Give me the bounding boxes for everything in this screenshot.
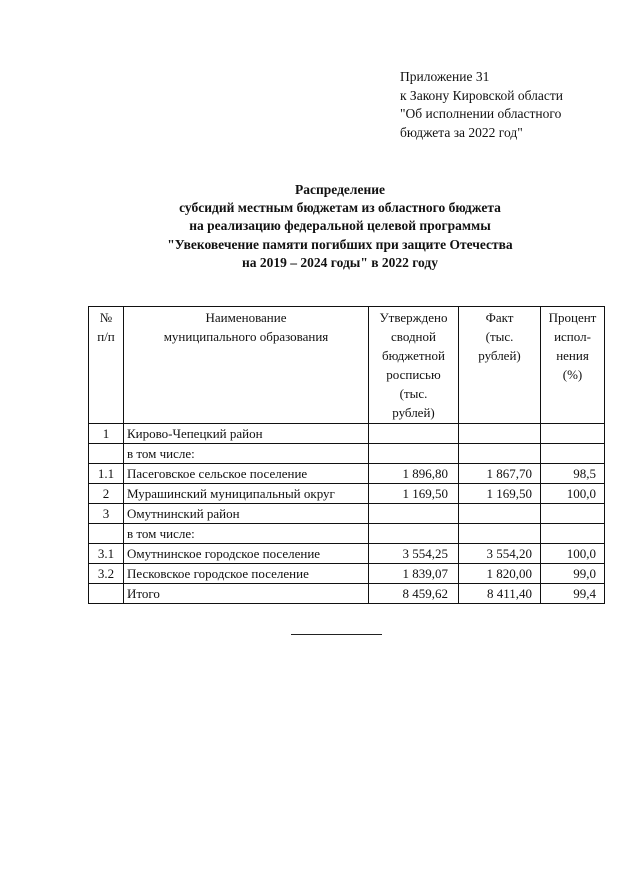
cell-percent	[541, 504, 605, 524]
cell-percent: 99,0	[541, 564, 605, 584]
table-header	[89, 307, 605, 424]
appendix-line: "Об исполнении областного	[400, 106, 562, 121]
cell-num: 2	[89, 484, 124, 504]
table-row	[89, 504, 605, 524]
cell-fact: 1 867,70	[459, 464, 541, 484]
header-name-line: муниципального образования	[163, 329, 329, 344]
header-approved-line: сводной	[391, 329, 436, 344]
header-approved-line: рублей)	[392, 405, 435, 420]
cell-approved	[369, 424, 459, 444]
cell-fact	[459, 524, 541, 544]
cell-fact: 1 820,00	[459, 564, 541, 584]
title-line: на 2019 – 2024 годы" в 2022 году	[242, 254, 438, 270]
table-row	[89, 524, 605, 544]
cell-num	[89, 444, 124, 464]
total-row	[89, 584, 605, 604]
cell-approved: 1 839,07	[369, 564, 459, 584]
cell-num: 3.2	[89, 564, 124, 584]
header-approved-line: росписью	[386, 367, 441, 382]
cell-fact	[459, 504, 541, 524]
header-fact	[459, 307, 541, 424]
subsidy-table	[88, 306, 605, 604]
cell-approved: 3 554,25	[369, 544, 459, 564]
header-percent-line: нения	[556, 348, 589, 363]
header-percent-line: (%)	[562, 367, 583, 382]
cell-name: Кирово-Чепецкий район	[124, 424, 369, 444]
appendix-line: к Закону Кировской области	[400, 87, 564, 103]
title-line: "Увековечение памяти погибших при защите Отечества	[167, 236, 513, 252]
cell-name: Омутнинское городское поселение	[124, 544, 369, 564]
header-percent-line: Процент	[548, 310, 597, 325]
cell-name: в том числе:	[124, 444, 369, 464]
cell-fact	[459, 424, 541, 444]
cell-percent	[541, 524, 605, 544]
cell-fact	[459, 444, 541, 464]
cell-fact: 3 554,20	[459, 544, 541, 564]
cell-name: в том числе:	[124, 524, 369, 544]
title-line: на реализацию федеральной целевой программы	[189, 218, 491, 234]
cell-approved	[369, 504, 459, 524]
header-approved	[369, 307, 459, 424]
header-fact-line: рублей)	[478, 348, 521, 363]
cell-fact: 1 169,50	[459, 484, 541, 504]
cell-percent	[541, 424, 605, 444]
table-row	[89, 544, 605, 564]
cell-percent: 99,4	[541, 584, 605, 604]
header-num-line: п/п	[97, 329, 115, 344]
header-approved-line: (тыс.	[399, 386, 428, 401]
title-line: Распределение	[294, 182, 386, 197]
header-num-line: №	[99, 310, 113, 325]
cell-percent: 98,5	[541, 464, 605, 484]
header-fact-line: (тыс.	[485, 329, 514, 344]
cell-name: Омутнинский район	[124, 504, 369, 524]
cell-num: 1	[89, 424, 124, 444]
cell-num: 1.1	[89, 464, 124, 484]
header-percent-line: испол-	[554, 329, 591, 344]
cell-approved	[369, 444, 459, 464]
table-row	[89, 424, 605, 444]
cell-name: Мурашинский муниципальный округ	[124, 484, 369, 504]
appendix-header	[400, 68, 563, 142]
table-body	[89, 424, 605, 604]
header-approved-line: бюджетной	[382, 348, 445, 363]
document-title	[90, 181, 590, 272]
table-row	[89, 484, 605, 504]
cell-name: Песковское городское поселение	[124, 564, 369, 584]
cell-name: Пасеговское сельское поселение	[124, 464, 369, 484]
cell-num	[89, 524, 124, 544]
title-line: субсидий местным бюджетам из областного бюджета	[179, 200, 501, 216]
cell-percent: 100,0	[541, 544, 605, 564]
cell-fact: 8 411,40	[459, 584, 541, 604]
header-num	[89, 307, 124, 424]
cell-name: Итого	[124, 584, 369, 604]
closing-divider	[291, 634, 382, 635]
cell-num	[89, 584, 124, 604]
header-approved-line: Утверждено	[379, 310, 448, 325]
cell-num: 3	[89, 504, 124, 524]
cell-percent: 100,0	[541, 484, 605, 504]
header-name	[124, 307, 369, 424]
table-row	[89, 464, 605, 484]
header-name-line: Наименование	[205, 310, 287, 325]
cell-num: 3.1	[89, 544, 124, 564]
cell-approved: 1 896,80	[369, 464, 459, 484]
appendix-line: бюджета за 2022 год"	[400, 124, 523, 140]
cell-approved	[369, 524, 459, 544]
header-fact-line: Факт	[485, 310, 514, 325]
cell-approved: 1 169,50	[369, 484, 459, 504]
table-row	[89, 564, 605, 584]
header-row	[89, 307, 605, 424]
header-percent	[541, 307, 605, 424]
cell-percent	[541, 444, 605, 464]
appendix-line: Приложение 31	[400, 69, 490, 84]
table-row	[89, 444, 605, 464]
cell-approved: 8 459,62	[369, 584, 459, 604]
